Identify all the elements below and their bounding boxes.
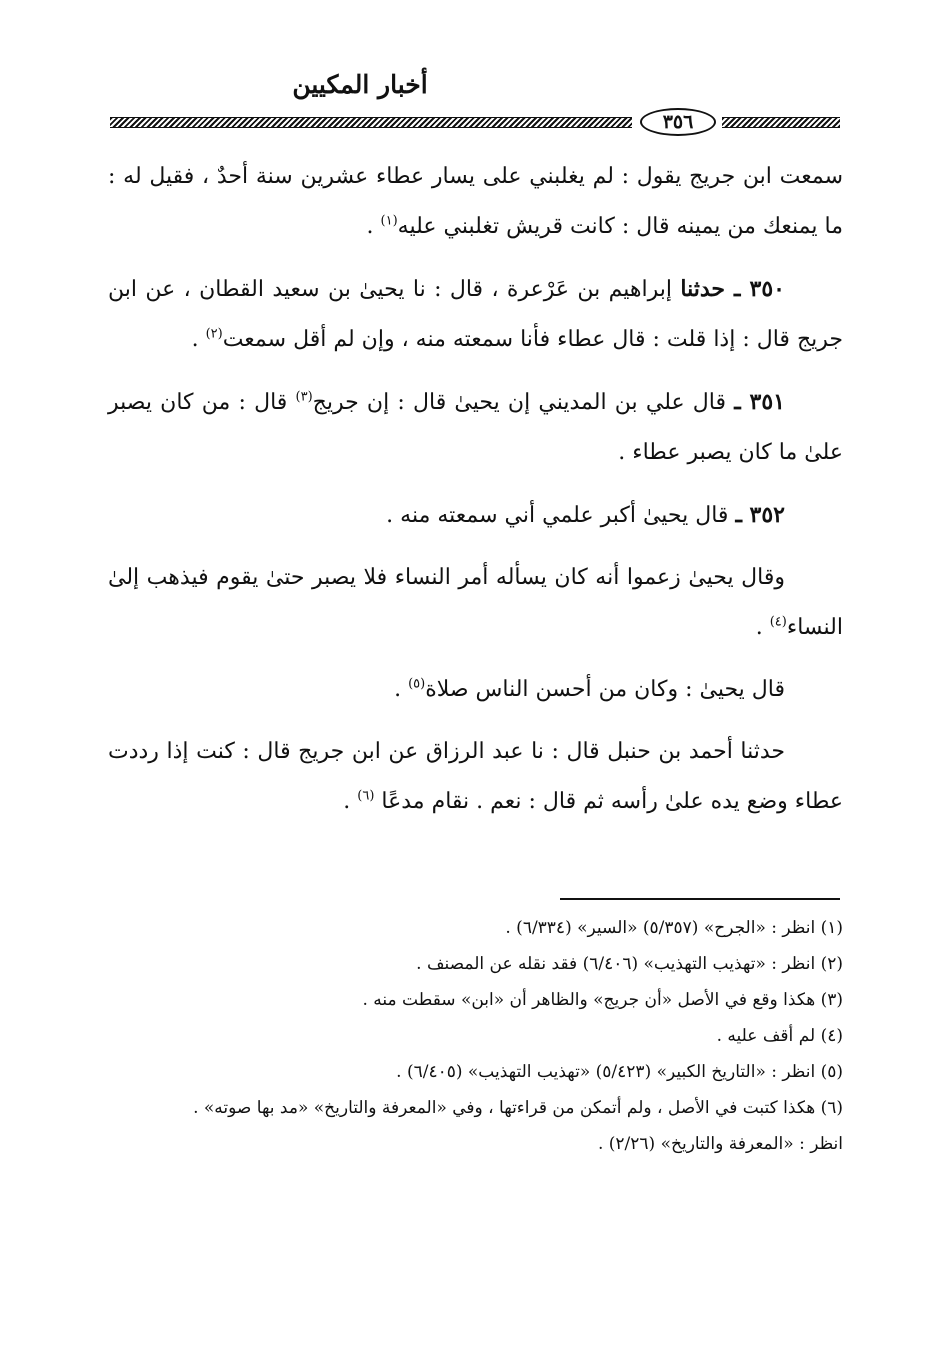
footnote-6: (٦) هكذا كتبت في الأصل ، ولم أتمكن من قراءتها ، وفي «المعرفة والتاريخ» «مد بها صوته» . — [193, 1098, 843, 1118]
footnote-4: (٤) لم أقف عليه . — [716, 1026, 843, 1046]
paragraph-text: قال يحيىٰ أكبر علمي أني سمعته منه . — [386, 503, 736, 528]
footnote-1: (١) انظر : «الجرح» (٥/٣٥٧) «السير» (٦/٣٣٤) . — [505, 918, 843, 938]
hatched-rule-right — [722, 117, 840, 128]
paragraph-end: . — [343, 789, 358, 814]
hadith-number: ٣٥٢ ـ — [735, 502, 785, 528]
hadith-350 — [108, 264, 843, 365]
footnote-ref: (٤) — [769, 614, 787, 630]
hatched-rule-left — [110, 117, 632, 128]
page-number: ٣٥٦ — [640, 108, 716, 136]
paragraph-text: قال علي بن المديني إن يحيىٰ قال : إن جريج — [312, 390, 735, 415]
footnote-6-continued: انظر : «المعرفة والتاريخ» (٢/٢٦) . — [597, 1134, 843, 1154]
paragraph-end: . — [191, 327, 206, 352]
main-text — [108, 152, 843, 839]
paragraph-6 — [108, 665, 843, 715]
paragraph-5 — [108, 553, 843, 653]
hadith-number: ٣٥٠ ـ حدثنا — [680, 276, 785, 302]
footnote-ref: (٦) — [357, 788, 375, 804]
paragraph-text: قال : من كان يصبر علىٰ ما كان يصبر عطاء . — [108, 390, 843, 465]
footnote-ref: (٥) — [408, 676, 426, 692]
paragraph-end: . — [366, 214, 381, 239]
footnote-ref: (٣) — [295, 389, 313, 405]
footnote-separator — [560, 898, 840, 900]
footnote-3: (٣) هكذا وقع في الأصل «أن جريج» والظاهر أن «ابن» سقطت منه . — [362, 990, 843, 1010]
paragraph-end: . — [394, 677, 409, 702]
paragraph-text: قال يحيىٰ : وكان من أحسن الناس صلاة — [425, 677, 785, 702]
hadith-number: ٣٥١ ـ — [734, 389, 785, 415]
footnote-5: (٥) انظر : «التاريخ الكبير» (٥/٤٢٣) «تهذيب التهذيب» (٦/٤٠٥) . — [396, 1062, 843, 1082]
hadith-351 — [108, 377, 843, 478]
footnotes — [108, 910, 843, 1162]
paragraph-7 — [108, 727, 843, 827]
footnote-2: (٢) انظر : «تهذيب التهذيب» (٦/٤٠٦) فقد نقله عن المصنف . — [416, 954, 843, 974]
running-title: أخبار المكيين — [292, 70, 428, 99]
paragraph-1 — [108, 152, 843, 252]
paragraph-text: حدثنا أحمد بن حنبل قال : نا عبد الرزاق عن ابن جريج قال : كنت إذا رددت عطاء وضع يده علىٰ رأسه ثم قال : نعم . نقام مدعًا — [108, 739, 843, 814]
paragraph-end: . — [755, 615, 770, 640]
paragraph-text: سمعت ابن جريج يقول : لم يغلبني على يسار عطاء عشرين سنة أحدٌ ، فقيل له : ما يمنعك من يمينه قال : كانت قريش تغلبني عليه — [108, 164, 843, 239]
footnote-ref: (٢) — [205, 326, 223, 342]
paragraph-text: إبراهيم بن عَرْعرة ، قال : نا يحيىٰ بن سعيد القطان ، عن ابن جريج قال : إذا قلت : قال عطاء فأنا سمعته منه ، وإن لم أقل سمعت — [108, 277, 843, 352]
footnote-ref: (١) — [380, 213, 398, 229]
header-ornamental-rule — [110, 108, 840, 134]
paragraph-text: وقال يحيىٰ زعموا أنه كان يسأله أمر النساء فلا يصبر حتىٰ يقوم فيذهب إلىٰ النساء — [108, 565, 843, 640]
hadith-352 — [108, 490, 843, 541]
